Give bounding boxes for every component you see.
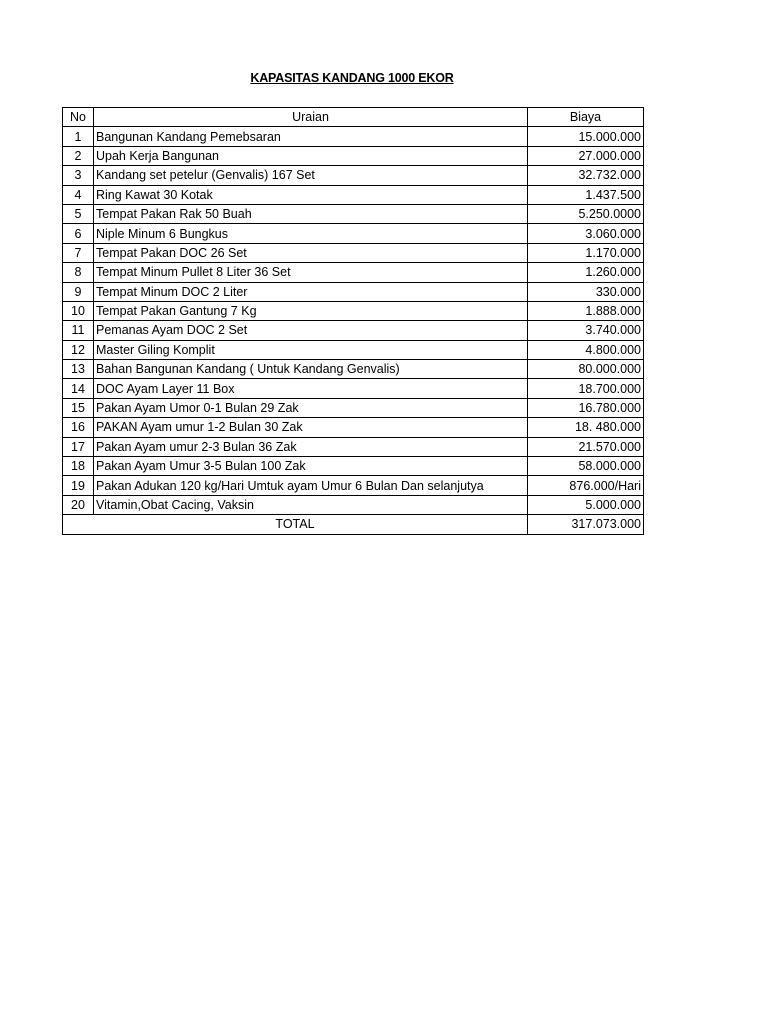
table-row bbox=[63, 263, 644, 282]
row-no: 1 bbox=[63, 127, 94, 146]
row-biaya: 4.800.000 bbox=[528, 340, 644, 359]
table-row bbox=[63, 437, 644, 456]
table-row bbox=[63, 127, 644, 146]
header-biaya: Biaya bbox=[528, 108, 644, 127]
row-biaya: 18.700.000 bbox=[528, 379, 644, 398]
table-row bbox=[63, 476, 644, 495]
row-uraian: Tempat Pakan Gantung 7 Kg bbox=[94, 301, 528, 320]
header-no: No bbox=[63, 108, 94, 127]
table-row bbox=[63, 185, 644, 204]
table-row bbox=[63, 495, 644, 514]
row-no: 10 bbox=[63, 301, 94, 320]
row-biaya: 18. 480.000 bbox=[528, 418, 644, 437]
row-no: 4 bbox=[63, 185, 94, 204]
document-title: KAPASITAS KANDANG 1000 EKOR bbox=[250, 71, 454, 85]
row-uraian: Pakan Adukan 120 kg/Hari Umtuk ayam Umur 6 Bulan Dan selanjutya bbox=[94, 476, 528, 495]
row-biaya: 1.888.000 bbox=[528, 301, 644, 320]
row-biaya: 58.000.000 bbox=[528, 457, 644, 476]
row-uraian: Pemanas Ayam DOC 2 Set bbox=[94, 321, 528, 340]
row-biaya: 15.000.000 bbox=[528, 127, 644, 146]
row-uraian: Pakan Ayam umur 2-3 Bulan 36 Zak bbox=[94, 437, 528, 456]
row-biaya: 21.570.000 bbox=[528, 437, 644, 456]
row-uraian: PAKAN Ayam umur 1-2 Bulan 30 Zak bbox=[94, 418, 528, 437]
table-row bbox=[63, 457, 644, 476]
row-no: 8 bbox=[63, 263, 94, 282]
table-row bbox=[63, 321, 644, 340]
row-no: 7 bbox=[63, 243, 94, 262]
row-uraian: Kandang set petelur (Genvalis) 167 Set bbox=[94, 166, 528, 185]
row-biaya: 5.250.0000 bbox=[528, 204, 644, 223]
row-biaya: 5.000.000 bbox=[528, 495, 644, 514]
row-no: 5 bbox=[63, 204, 94, 223]
row-uraian: Pakan Ayam Umur 3-5 Bulan 100 Zak bbox=[94, 457, 528, 476]
table-row bbox=[63, 166, 644, 185]
table-row bbox=[63, 243, 644, 262]
row-no: 13 bbox=[63, 360, 94, 379]
total-label: TOTAL bbox=[63, 515, 528, 534]
row-biaya: 1.260.000 bbox=[528, 263, 644, 282]
row-uraian: Tempat Minum DOC 2 Liter bbox=[94, 282, 528, 301]
row-no: 3 bbox=[63, 166, 94, 185]
row-uraian: Pakan Ayam Umor 0-1 Bulan 29 Zak bbox=[94, 398, 528, 417]
table-row bbox=[63, 360, 644, 379]
row-uraian: Tempat Pakan DOC 26 Set bbox=[94, 243, 528, 262]
table-body bbox=[63, 127, 644, 515]
row-no: 17 bbox=[63, 437, 94, 456]
total-row bbox=[63, 515, 644, 534]
row-no: 16 bbox=[63, 418, 94, 437]
header-uraian: Uraian bbox=[94, 108, 528, 127]
row-biaya: 876.000/Hari bbox=[528, 476, 644, 495]
row-no: 18 bbox=[63, 457, 94, 476]
row-no: 11 bbox=[63, 321, 94, 340]
table-row bbox=[63, 340, 644, 359]
cost-table bbox=[62, 107, 644, 535]
row-no: 9 bbox=[63, 282, 94, 301]
row-uraian: DOC Ayam Layer 11 Box bbox=[94, 379, 528, 398]
row-uraian: Upah Kerja Bangunan bbox=[94, 146, 528, 165]
row-uraian: Bahan Bangunan Kandang ( Untuk Kandang Genvalis) bbox=[94, 360, 528, 379]
row-biaya: 3.060.000 bbox=[528, 224, 644, 243]
table-row bbox=[63, 418, 644, 437]
row-uraian: Master Giling Komplit bbox=[94, 340, 528, 359]
row-biaya: 1.437.500 bbox=[528, 185, 644, 204]
table-row bbox=[63, 282, 644, 301]
row-uraian: Ring Kawat 30 Kotak bbox=[94, 185, 528, 204]
row-no: 20 bbox=[63, 495, 94, 514]
total-value: 317.073.000 bbox=[528, 515, 644, 534]
row-uraian: Niple Minum 6 Bungkus bbox=[94, 224, 528, 243]
table-header-row bbox=[63, 108, 644, 127]
table-row bbox=[63, 204, 644, 223]
row-biaya: 80.000.000 bbox=[528, 360, 644, 379]
table-row bbox=[63, 301, 644, 320]
row-no: 15 bbox=[63, 398, 94, 417]
row-biaya: 27.000.000 bbox=[528, 146, 644, 165]
row-uraian: Vitamin,Obat Cacing, Vaksin bbox=[94, 495, 528, 514]
row-uraian: Tempat Pakan Rak 50 Buah bbox=[94, 204, 528, 223]
row-no: 19 bbox=[63, 476, 94, 495]
row-uraian: Tempat Minum Pullet 8 Liter 36 Set bbox=[94, 263, 528, 282]
row-biaya: 1.170.000 bbox=[528, 243, 644, 262]
row-biaya: 16.780.000 bbox=[528, 398, 644, 417]
row-biaya: 32.732.000 bbox=[528, 166, 644, 185]
row-no: 14 bbox=[63, 379, 94, 398]
table-row bbox=[63, 379, 644, 398]
table-row bbox=[63, 224, 644, 243]
row-no: 6 bbox=[63, 224, 94, 243]
row-no: 12 bbox=[63, 340, 94, 359]
row-biaya: 3.740.000 bbox=[528, 321, 644, 340]
table-row bbox=[63, 398, 644, 417]
table-row bbox=[63, 146, 644, 165]
row-uraian: Bangunan Kandang Pemebsaran bbox=[94, 127, 528, 146]
row-biaya: 330.000 bbox=[528, 282, 644, 301]
row-no: 2 bbox=[63, 146, 94, 165]
